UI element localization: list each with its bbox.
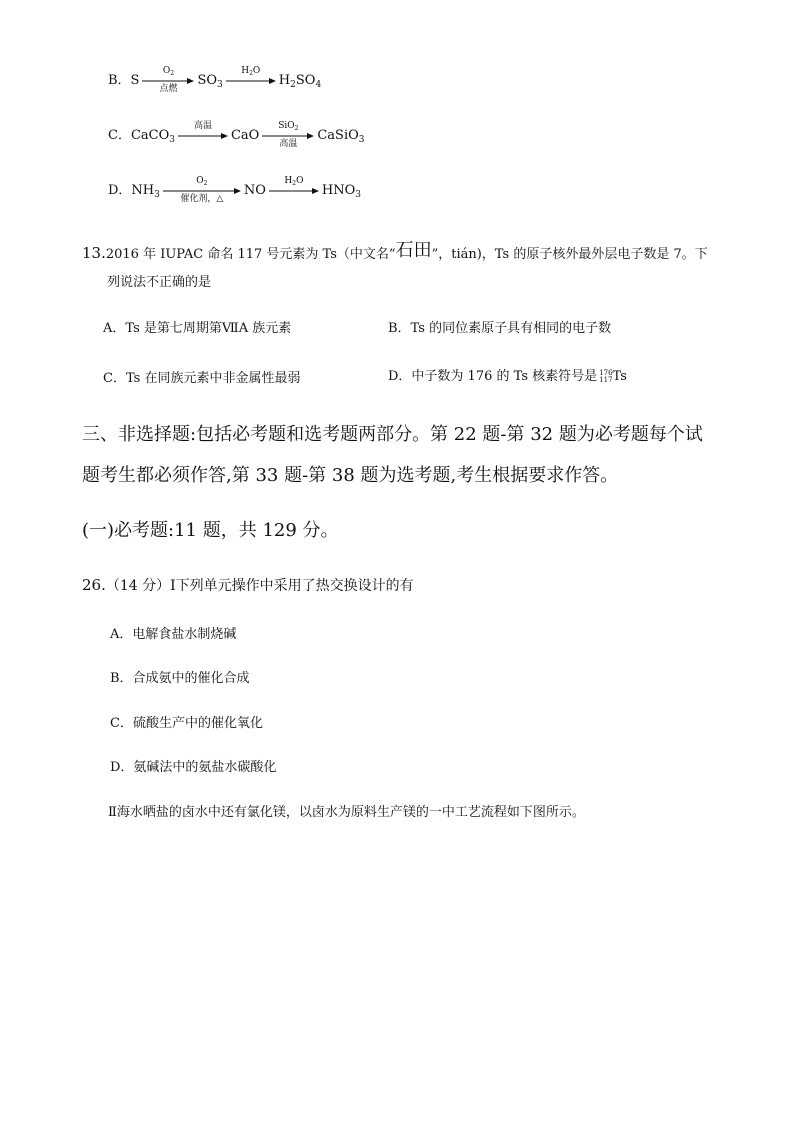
section3-line2: 题考生都必须作答,第 33 题-第 38 题为选考题,考生根据要求作答。 <box>82 465 619 486</box>
q13-option-b: B．Ts 的同位素原子具有相同的电子数 <box>388 321 612 336</box>
reaction-arrow: $H_2O$ <box>269 187 319 195</box>
q26-option-c: C．硫酸生产中的催化氧化 <box>110 716 263 731</box>
q26-option-d: D．氨碱法中的氨盐水碳酸化 <box>110 760 277 775</box>
q26-part2: Ⅱ海水晒盐的卤水中还有氯化镁，以卤水为原料生产镁的一中工艺流程如下图所示。 <box>108 805 585 820</box>
reaction-arrow: $H_2O$ <box>226 77 276 85</box>
q12-option-d: D．$NH_3$ $O_2$ 催化剂，△ NO $H_2O$ $HNO_3$ <box>108 175 362 204</box>
q12-option-b: B．S $O_2$ 点燃 $SO_3$ $H_2O$ $H_2SO_4$ <box>108 65 322 94</box>
required-questions-heading: (一)必考题:11 题，共 129 分。 <box>82 520 339 541</box>
reaction-arrow: SiO$_2$ 高温 <box>262 132 314 140</box>
q13-option-a: A．Ts 是第七周期第ⅦA 族元素 <box>103 321 292 336</box>
q13-option-c: C．Ts 在同族元素中非金属性最弱 <box>103 371 301 386</box>
tian-character: 石田 <box>395 240 432 261</box>
section3-line1: 三、非选择题:包括必考题和选考题两部分。第 22 题-第 32 题为必考题每个试 <box>82 424 703 445</box>
q26-stem: 26.（14 分）Ⅰ下列单元操作中采用了热交换设计的有 <box>82 576 414 594</box>
q12-option-c: C．CaCO$_3$ 高温 CaO SiO$_2$ 高温 CaSiO$_3$ <box>108 120 365 149</box>
arrow-icon <box>269 187 319 195</box>
q26-option-b: B．合成氨中的催化合成 <box>110 671 250 686</box>
q26-option-a: A．电解食盐水制烧碱 <box>110 627 237 642</box>
arrow-icon <box>178 132 228 140</box>
q13-stem-line2: 列说法不正确的是 <box>107 275 212 290</box>
reaction-arrow: $O_2$ 催化剂，△ <box>163 187 241 195</box>
q13-stem-line1: 13.2016 年 IUPAC 命名 117 号元素为 Ts（中文名“石田”，tián)，Ts 的原子核外最外层电子数是 7。下 <box>82 240 708 262</box>
reaction-arrow: 高温 <box>178 132 228 140</box>
arrow-icon <box>226 77 276 85</box>
nuclide-notation: 176 117 <box>599 368 613 384</box>
q13-option-d: D．中子数为 176 的 Ts 核素符号是 176 117 Ts <box>388 368 627 384</box>
reaction-arrow: $O_2$ 点燃 <box>142 77 194 85</box>
